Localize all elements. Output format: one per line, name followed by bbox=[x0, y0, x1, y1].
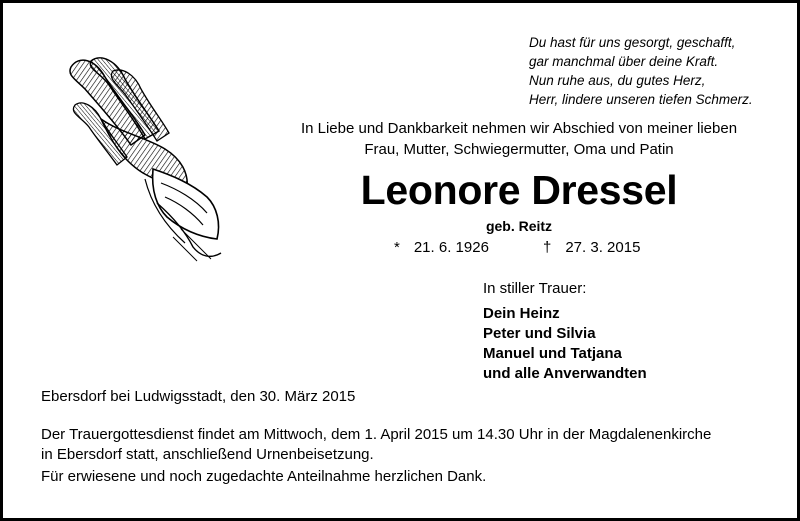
deceased-name: Leonore Dressel bbox=[360, 167, 678, 213]
praying-hands-icon bbox=[61, 53, 229, 263]
birth-name: geb. Reitz bbox=[485, 218, 553, 234]
birth-star-icon: * bbox=[394, 239, 400, 256]
poem-line: Nun ruhe aus, du gutes Herz, bbox=[529, 73, 706, 88]
poem-line: Herr, lindere unseren tiefen Schmerz. bbox=[529, 92, 753, 107]
birth-date bbox=[394, 238, 489, 258]
service-info bbox=[41, 425, 781, 465]
cross-icon: † bbox=[543, 239, 552, 256]
mourners-list bbox=[483, 304, 647, 384]
mourner-name: Dein Heinz bbox=[483, 305, 560, 322]
mourner-name: Manuel und Tatjana bbox=[483, 345, 622, 362]
intro-line: In Liebe und Dankbarkeit nehmen wir Abschied von meiner lieben bbox=[300, 120, 738, 137]
place-and-date: Ebersdorf bei Ludwigsstadt, den 30. März 2015 bbox=[41, 388, 356, 405]
farewell-intro bbox=[243, 118, 795, 160]
service-line: in Ebersdorf statt, anschließend Urnenbeisetzung. bbox=[41, 446, 374, 463]
thanks-note: Für erwiesene und noch zugedachte Anteilnahme herzlichen Dank. bbox=[41, 468, 487, 485]
poem-line: Du hast für uns gesorgt, geschafft, bbox=[529, 35, 736, 50]
service-line: Der Trauergottesdienst findet am Mittwoch, dem 1. April 2015 um 14.30 Uhr in der Magdalenenkirche bbox=[41, 426, 712, 443]
poem-line: gar manchmal über deine Kraft. bbox=[529, 54, 719, 69]
poem bbox=[529, 33, 797, 109]
intro-line: Frau, Mutter, Schwiegermutter, Oma und Patin bbox=[364, 141, 674, 158]
death-date bbox=[543, 238, 640, 258]
death-date-value: 27. 3. 2015 bbox=[565, 239, 641, 256]
birth-date-value: 21. 6. 1926 bbox=[413, 239, 489, 256]
mourning-label: In stiller Trauer: bbox=[483, 280, 587, 297]
mourner-name: und alle Anverwandten bbox=[483, 365, 647, 382]
mourner-name: Peter und Silvia bbox=[483, 325, 596, 342]
